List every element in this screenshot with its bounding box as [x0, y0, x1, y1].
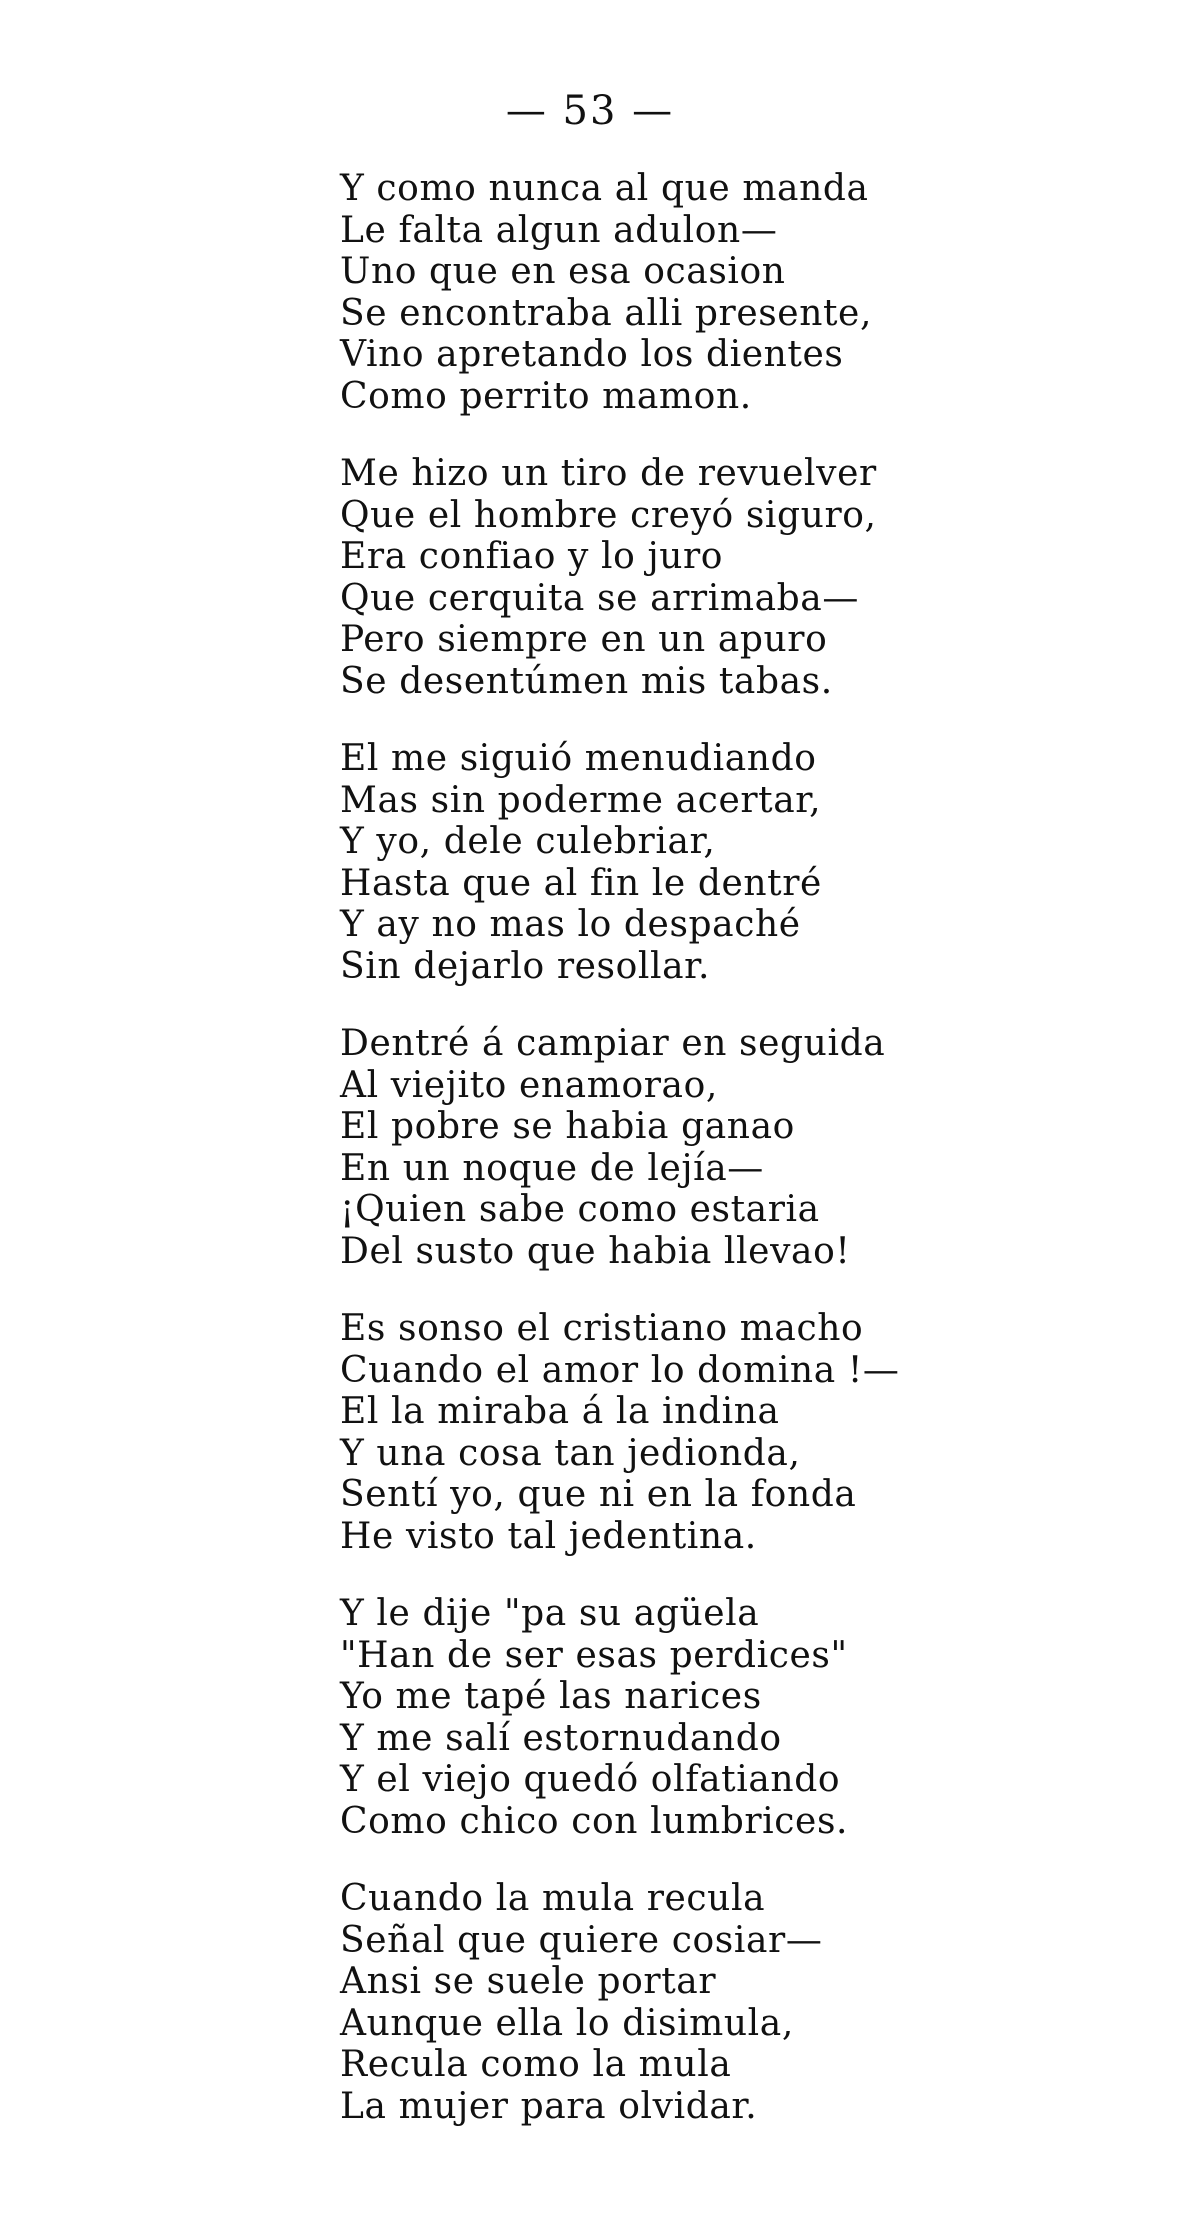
stanza [340, 1593, 900, 1842]
poem-line: Al viejito enamorao, [340, 1064, 718, 1106]
poem [340, 168, 900, 2163]
poem-line: Pero siempre en un apuro [340, 619, 828, 660]
poem-line: Me hizo un tiro de revuelver [340, 453, 877, 494]
poem-line: Cuando el amor lo domina !— [340, 1349, 900, 1391]
poem-line: Señal que quiere cosiar— [340, 1919, 823, 1961]
poem-line: "Han de ser esas perdices" [340, 1634, 848, 1676]
poem-line: Se encontraba alli presente, [340, 292, 872, 334]
stanza [340, 1023, 900, 1272]
poem-line: Es sonso el cristiano macho [340, 1308, 864, 1349]
poem-line: Como chico con lumbrices. [340, 1800, 849, 1842]
stanza [340, 453, 900, 702]
poem-line: Que el hombre creyó siguro, [340, 494, 877, 536]
poem-line: He visto tal jedentina. [340, 1515, 757, 1557]
poem-line: Y ay no mas lo despaché [340, 904, 801, 945]
poem-line: Y le dije "pa su agüela [340, 1593, 760, 1634]
poem-line: Que cerquita se arrimaba— [340, 577, 859, 619]
poem-line: El la miraba á la indina [340, 1391, 780, 1432]
poem-line: Cuando la mula recula [340, 1878, 766, 1919]
poem-line: La mujer para olvidar. [340, 2085, 758, 2127]
poem-line: Sentí yo, que ni en la fonda [340, 1474, 857, 1515]
poem-line: Dentré á campiar en seguida [340, 1023, 886, 1064]
poem-line: Y una cosa tan jedionda, [340, 1432, 801, 1474]
stanza [340, 1308, 900, 1557]
poem-line: El pobre se habia ganao [340, 1106, 795, 1147]
poem-line: Ansi se suele portar [340, 1961, 717, 2002]
poem-line: Era confiao y lo juro [340, 536, 724, 577]
stanza [340, 168, 900, 417]
poem-line: Se desentúmen mis tabas. [340, 660, 833, 702]
poem-line: Del susto que habia llevao! [340, 1230, 851, 1272]
poem-line: Y yo, dele culebriar, [340, 821, 716, 862]
poem-line: Hasta que al fin le dentré [340, 862, 822, 904]
stanza [340, 1878, 900, 2127]
poem-line: Vino apretando los dientes [340, 334, 844, 375]
poem-line: Y como nunca al que manda [340, 168, 869, 209]
poem-line: Mas sin poderme acertar, [340, 779, 822, 821]
poem-line: ¡Quien sabe como estaria [340, 1189, 820, 1230]
poem-line: Y el viejo quedó olfatiando [340, 1759, 841, 1800]
poem-line: El me siguió menudiando [340, 738, 817, 779]
poem-line: Uno que en esa ocasion [340, 251, 786, 292]
poem-line: Yo me tapé las narices [340, 1676, 762, 1717]
stanza [340, 738, 900, 987]
poem-line: Aunque ella lo disimula, [340, 2002, 794, 2044]
poem-line: Le falta algun adulon— [340, 209, 778, 251]
poem-line: Como perrito mamon. [340, 375, 752, 417]
poem-line: Y me salí estornudando [340, 1717, 782, 1759]
page-number: — 53 — [505, 88, 675, 134]
poem-line: Recula como la mula [340, 2044, 732, 2085]
poem-line: En un noque de lejía— [340, 1147, 764, 1189]
poem-line: Sin dejarlo resollar. [340, 945, 711, 987]
